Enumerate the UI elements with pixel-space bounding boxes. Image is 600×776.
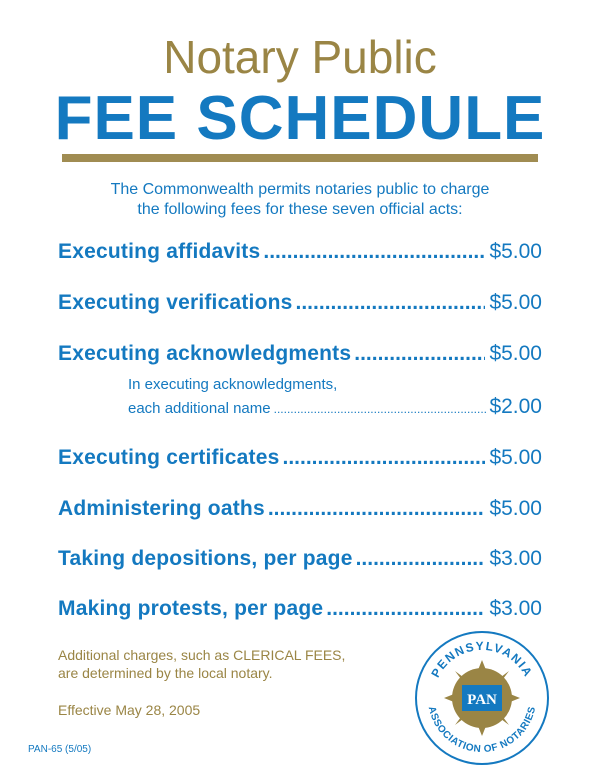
sub-fee-row <box>128 395 542 421</box>
fee-amount: $5.00 <box>489 446 542 469</box>
title-notary-public: Notary Public <box>163 31 437 83</box>
fee-amount: $3.00 <box>489 597 542 620</box>
fee-row-oaths <box>58 497 542 525</box>
sub-fee-line-1: In executing acknowledgments, <box>128 376 338 393</box>
dot-leader <box>274 402 487 416</box>
pan-seal-logo <box>414 630 550 766</box>
dot-leader <box>296 291 486 315</box>
intro-line-2: the following fees for these seven official acts: <box>137 201 463 218</box>
fee-amount: $5.00 <box>489 342 542 365</box>
dot-leader <box>263 240 485 264</box>
note-line-1: Additional charges, such as CLERICAL FEES, <box>58 647 346 663</box>
seal-center-text: PAN <box>467 692 497 708</box>
fee-amount: $5.00 <box>489 497 542 520</box>
title-fee-schedule: FEE SCHEDULE <box>54 84 546 153</box>
form-code: PAN-65 (5/05) <box>28 744 92 755</box>
fee-label: Administering oaths <box>58 497 265 520</box>
fee-label: Executing acknowledgments <box>58 342 352 365</box>
dot-leader <box>326 597 485 621</box>
fee-label: Executing affidavits <box>58 240 261 263</box>
seal-arc-bottom: ASSOCIATION OF NOTARIES <box>425 705 539 756</box>
dot-leader <box>268 497 486 521</box>
fee-label: Taking depositions, per page <box>58 547 353 570</box>
fee-row-acknowledgments <box>58 342 542 370</box>
fee-row-certificates <box>58 446 542 474</box>
fee-row-protests <box>58 597 542 625</box>
fee-label: Executing verifications <box>58 291 293 314</box>
intro-line-1: The Commonwealth permits notaries public to charge <box>110 181 490 198</box>
fee-amount: $5.00 <box>489 291 542 314</box>
effective-date: Effective May 28, 2005 <box>58 702 201 718</box>
sub-fee-label: each additional name <box>128 400 271 417</box>
fee-row-affidavits <box>58 240 542 268</box>
fee-row-depositions <box>58 547 542 575</box>
intro-text <box>0 180 600 220</box>
fee-row-verifications <box>58 291 542 319</box>
fee-amount: $3.00 <box>489 547 542 570</box>
additional-charges-note <box>58 646 398 682</box>
dot-leader <box>354 342 485 366</box>
fee-label: Making protests, per page <box>58 597 324 620</box>
sub-fee-amount: $2.00 <box>489 395 542 418</box>
fee-amount: $5.00 <box>489 240 542 263</box>
fee-label: Executing certificates <box>58 446 280 469</box>
seal-arc-top: PENNSYLVANIA <box>428 638 536 680</box>
note-line-2: are determined by the local notary. <box>58 665 273 681</box>
dot-leader <box>283 446 486 470</box>
title-divider <box>62 154 538 162</box>
dot-leader <box>356 547 486 571</box>
